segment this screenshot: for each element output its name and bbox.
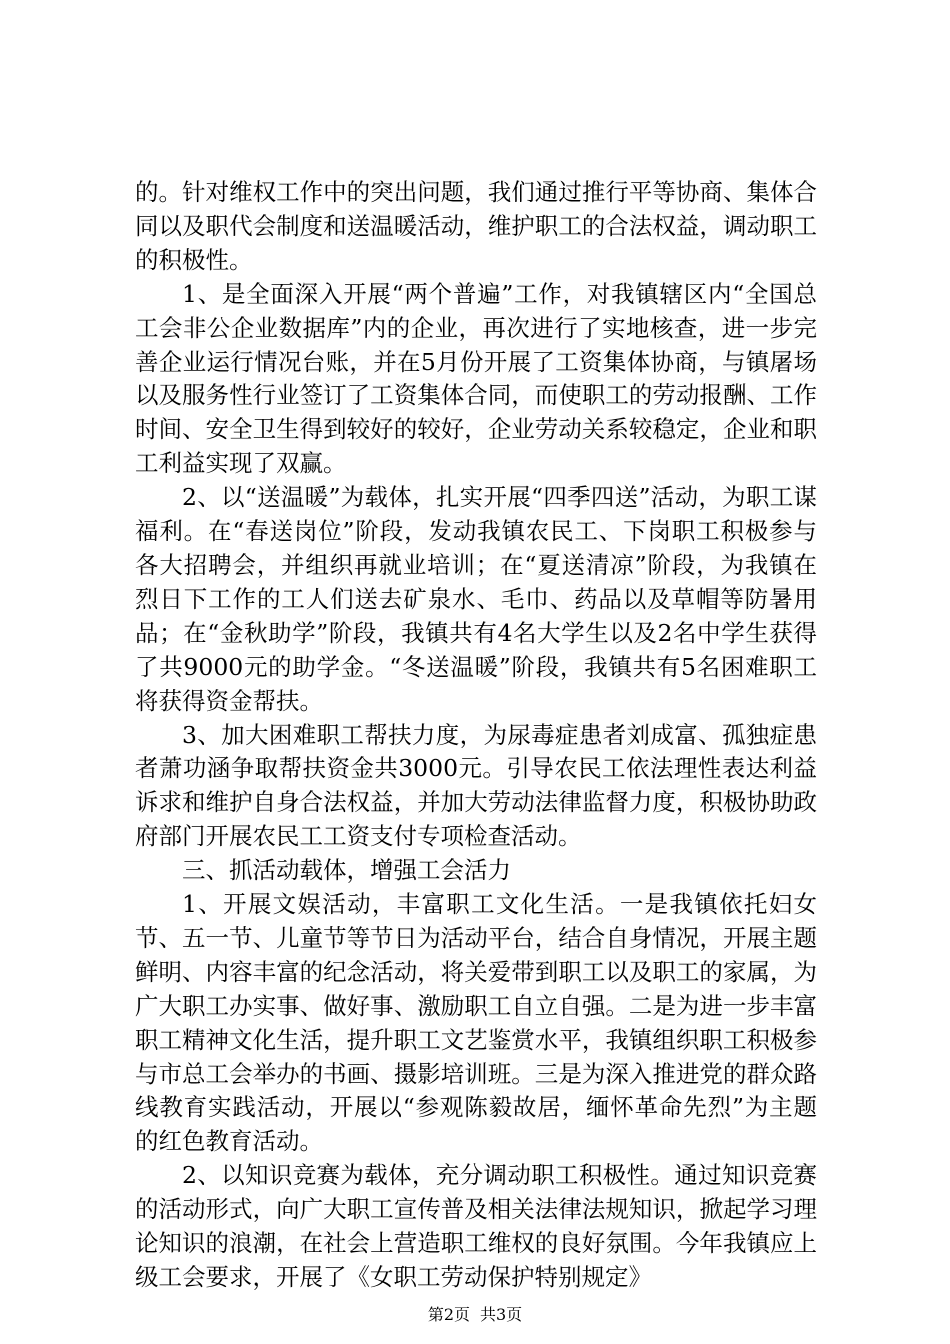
paragraph-continuation: 的。针对维权工作中的突出问题，我们通过推行平等协商、集体合同以及职代会制度和送温暖活动，维护职工的合法权益，调动职工的积极性。 (135, 178, 817, 274)
paragraph-item-3-hardship-support: 3、加大困难职工帮扶力度，为尿毒症患者刘成富、孤独症患者萧功涵争取帮扶资金共3000元。引导农民工依法理性表达利益诉求和维护自身合法权益，并加大劳动法律监督力度，积极协助政府部门开展农民工工资支付专项检查活动。 (135, 720, 817, 851)
paragraph-item-1-two-universals: 1、是全面深入开展“两个普遍”工作，对我镇辖区内“全国总工会非公企业数据库”内的企业，再次进行了实地核查，进一步完善企业运行情况台账，并在5月份开展了工资集体协商，与镇屠场以及服务性行业签订了工资集体合同，而使职工的劳动报酬、工作时间、安全卫生得到较好的较好，企业劳动关系较稳定，企业和职工利益实现了双赢。 (135, 279, 817, 478)
paragraph-item-2-knowledge-contest: 2、以知识竞赛为载体，充分调动职工积极性。通过知识竞赛的活动形式，向广大职工宣传普及相关法律法规知识，掀起学习理论知识的浪潮，在社会上营造职工维权的良好氛围。今年我镇应上级工会要求，开展了《女职工劳动保护特别规定》 (135, 1161, 817, 1291)
section-heading-activities: 三、抓活动载体，增强工会活力 (182, 856, 511, 885)
paragraph-item-1-cultural-activities: 1、开展文娱活动，丰富职工文化生活。一是我镇依托妇女节、五一节、儿童节等节日为活动平台，结合自身情况，开展主题鲜明、内容丰富的纪念活动，将关爱带到职工以及职工的家属，为广大职工办实事、做好事、激励职工自立自强。二是为进一步丰富职工精神文化生活，提升职工文艺鉴赏水平，我镇组织职工积极参与市总工会举办的书画、摄影培训班。三是为深入推进党的群众路线教育实践活动，开展以“参观陈毅故居，缅怀革命先烈”为主题的红色教育活动。 (135, 890, 817, 1156)
page-number: 第2页 (427, 1305, 470, 1324)
body-text (135, 176, 817, 1295)
page-total: 共3页 (480, 1305, 523, 1324)
paragraph-item-2-send-warmth: 2、以“送温暖”为载体，扎实开展“四季四送”活动，为职工谋福利。在“春送岗位”阶段，发动我镇农民工、下岗职工积极参与各大招聘会，并组织再就业培训；在“夏送清凉”阶段，为我镇在烈日下工作的工人们送去矿泉水、毛巾、药品以及草帽等防暑用品；在“金秋助学”阶段，我镇共有4名大学生以及2名中学生获得了共9000元的助学金。“冬送温暖”阶段，我镇共有5名困难职工将获得资金帮扶。 (135, 483, 817, 715)
page-footer (0, 1305, 950, 1325)
